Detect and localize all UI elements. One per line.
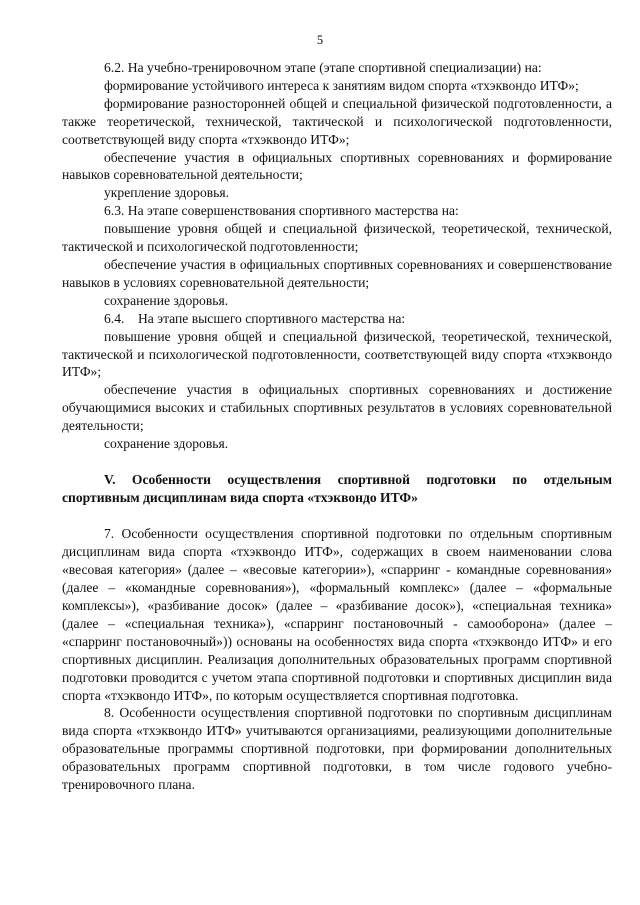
paragraph-8: 8. Особенности осуществления спортивной подготовки по спортивным дисциплинам вида спорта «тхэквондо ИТФ» учитываются организациями, реализующими дополнительные образовательные программы спортивной подготовки, при формировании дополнительных образовательных программ спортивной подготовки, в том числе годового учебно-тренировочного плана. [62,705,612,793]
paragraph-item: укрепление здоровья. [104,185,230,201]
section-heading: V. Особенности осуществления спортивной подготовки по отдельным спортивным дисциплинам вида спорта «тхэквондо ИТФ» [62,471,612,506]
paragraph-item: сохранение здоровья. [104,292,229,308]
paragraph-6-2: 6.2. На учебно-тренировочном этапе (этапе спортивной специализации) на: [104,60,542,75]
paragraph-6-3: 6.3. На этапе совершенствования спортивного мастерства на: [104,203,459,219]
paragraph-item: повышение уровня общей и специальной физической, теоретической, технической, тактической и психологической подготовленности; [62,221,612,255]
paragraph-7: 7. Особенности осуществления спортивной подготовки по отдельным спортивным дисциплинам вида спорта «тхэквондо ИТФ», содержащих в своем наименовании слова «весовая категория» (далее – «весовые категории»), «спарринг - командные соревнования» (далее – «командные соревнования»), «формальный комплекс» (далее – «формальные комплексы»), «разбивание досок» (далее – «разбивание досок»), «специальная техника» (далее – «специальная техника»), «спарринг постановочный - самооборона» (далее – «спарринг постановочный»)) основаны на особенностях вида спорта «тхэквондо ИТФ» и его спортивных дисциплин. Реализация дополнительных образовательных программ спортивной подготовки проводится с учетом этапа спортивной подготовки и спортивных дисциплин вида спорта «тхэквондо ИТФ», по которым осуществляется спортивная подготовка. [62,526,612,703]
paragraph-item: повышение уровня общей и специальной физической, теоретической, технической, тактической и психологической подготовленности, соответствующей виду спорта «тхэквондо ИТФ»; [62,328,612,380]
paragraph-item: сохранение здоровья. [104,436,229,452]
paragraph-item: обеспечение участия в официальных спортивных соревнованиях и формирование навыков соревновательной деятельности; [62,149,612,183]
paragraph-6-4: 6.4. На этапе высшего спортивного мастерства на: [104,310,406,326]
paragraph-item: формирование устойчивого интереса к занятиям видом спорта «тхэквондо ИТФ»; [104,77,579,93]
document-body [62,59,612,794]
paragraph-item: формирование разносторонней общей и специальной физической подготовленности, а также теоретической, технической, тактической и психологической подготовленности, соответствующей виду спорта «тхэквондо ИТФ»; [62,95,612,147]
paragraph-item: обеспечение участия в официальных спортивных соревнованиях и достижение обучающимися высоких и стабильных спортивных результатов в условиях соревновательной деятельности; [62,382,612,434]
paragraph-item: обеспечение участия в официальных спортивных соревнованиях и совершенствование навыков в условиях соревновательной деятельности; [62,256,612,290]
page-number: 5 [316,33,324,47]
